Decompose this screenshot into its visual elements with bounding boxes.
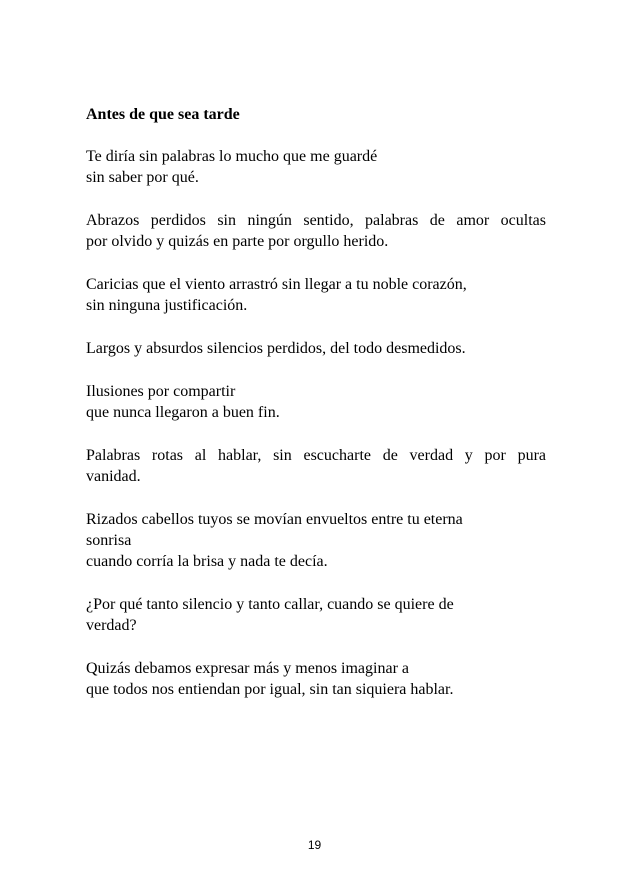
- poem-line: verdad?: [86, 617, 137, 634]
- stanza-3: [86, 274, 546, 316]
- poem-line: cuando corría la brisa y nada te decía.: [86, 553, 328, 570]
- poem-line: sin saber por qué.: [86, 169, 199, 186]
- poem-line: Abrazos perdidos sin ningún sentido, palabras de amor ocultas: [86, 212, 546, 229]
- stanza-1: [86, 146, 546, 188]
- stanza-6: [86, 445, 546, 487]
- stanza-7: [86, 509, 546, 572]
- poem-line: sin ninguna justificación.: [86, 297, 248, 314]
- poem-line: Quizás debamos expresar más y menos imaginar a: [86, 660, 410, 677]
- poem-line: vanidad.: [86, 468, 141, 485]
- poem-line: Largos y absurdos silencios perdidos, del todo desmedidos.: [86, 340, 466, 357]
- poem-line: que nunca llegaron a buen fin.: [86, 404, 280, 421]
- stanza-2: [86, 210, 546, 252]
- poem-line: ¿Por qué tanto silencio y tanto callar, cuando se quiere de: [86, 596, 454, 613]
- stanza-8: [86, 594, 546, 636]
- poem-line: que todos nos entiendan por igual, sin tan siquiera hablar.: [86, 681, 454, 698]
- poem-title: Antes de que sea tarde: [86, 106, 240, 123]
- poem-body: [86, 104, 546, 722]
- stanza-4: [86, 338, 546, 359]
- stanza-5: [86, 381, 546, 423]
- poem-line: Te diría sin palabras lo mucho que me guardé: [86, 148, 378, 165]
- poem-line: Rizados cabellos tuyos se movían envueltos entre tu eterna: [86, 511, 463, 528]
- poem-line: Palabras rotas al hablar, sin escucharte de verdad y por pura: [86, 447, 546, 464]
- poem-line: sonrisa: [86, 532, 132, 549]
- stanza-9: [86, 658, 546, 700]
- page-number: 19: [307, 838, 322, 852]
- poem-line: por olvido y quizás en parte por orgullo herido.: [86, 233, 389, 250]
- poem-line: Ilusiones por compartir: [86, 383, 236, 400]
- poem-line: Caricias que el viento arrastró sin llegar a tu noble corazón,: [86, 276, 467, 293]
